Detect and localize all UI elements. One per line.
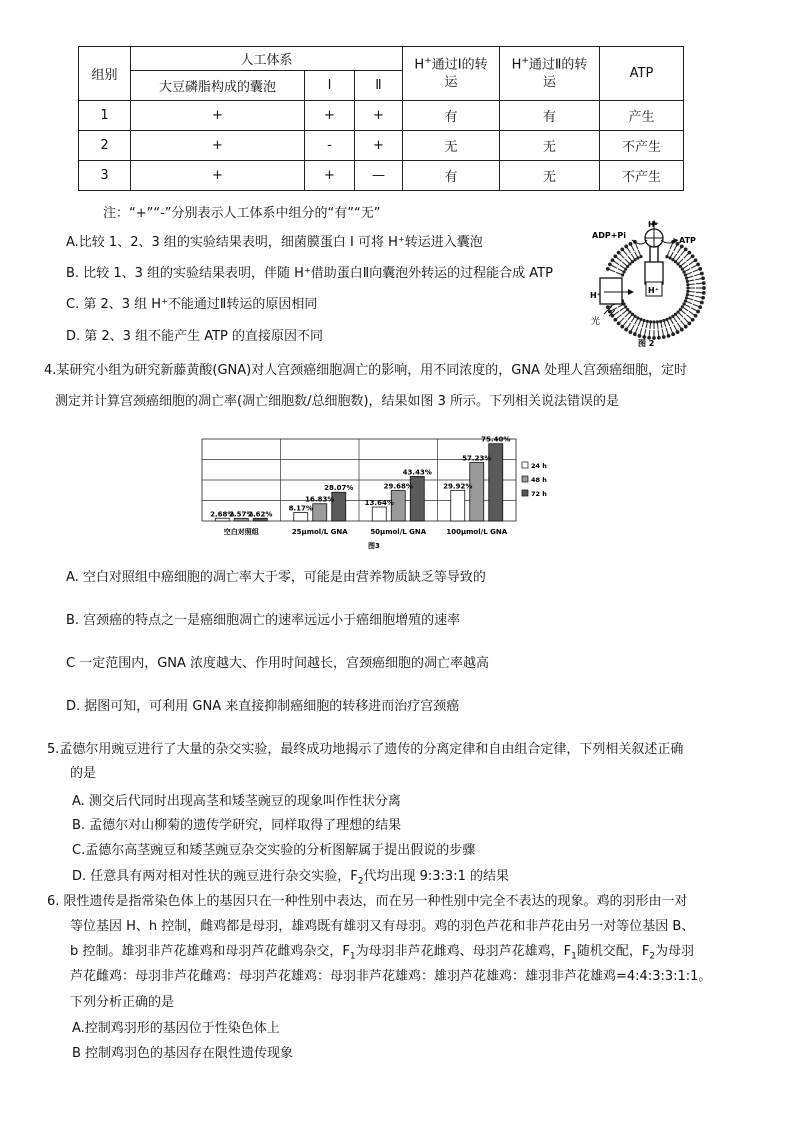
q3-option-b: B. 比较 1、3 组的实验结果表明，伴随 H⁺借助蛋白Ⅱ向囊泡外转运的过程能合成 ATP xyxy=(66,266,553,281)
lipid-head xyxy=(679,265,682,268)
lipid-head xyxy=(671,258,674,261)
q6-stem-line5: 下列分析正确的是 xyxy=(70,995,175,1010)
lipid-head xyxy=(667,334,671,338)
q4-stem-line1: 4.某研究小组为研究新藤黄酸(GNA)对人宫颈癌细胞凋亡的影响，用不同浓度的，GNA 处理人宫颈癌细胞，定时 xyxy=(44,363,688,378)
cell-group: 1 xyxy=(79,101,131,131)
lipid-head xyxy=(676,330,680,334)
data-label: 8.17% xyxy=(288,504,313,513)
lipid-head xyxy=(629,330,633,334)
lipid-head xyxy=(639,318,642,321)
bar xyxy=(451,490,465,521)
data-label: 16.83% xyxy=(305,495,335,504)
q4-option-b: B. 宫颈癌的特点之一是癌细胞凋亡的速率远远小于癌细胞增殖的速率 xyxy=(66,613,461,628)
lipid-head xyxy=(621,273,624,276)
label-h-inner: H⁺ xyxy=(648,286,659,295)
lipid-head xyxy=(631,313,634,316)
lipid-head xyxy=(626,265,629,268)
chart-category-labels xyxy=(224,527,508,536)
lipid-head xyxy=(626,308,629,311)
cell-trans-II: 有 xyxy=(500,101,600,131)
lipid-head xyxy=(691,318,695,322)
lipid-head xyxy=(665,318,668,321)
header-protein-II: Ⅱ xyxy=(355,71,403,101)
bar xyxy=(372,507,386,521)
lipid-head xyxy=(659,320,662,323)
cell-vesicle: + xyxy=(131,161,305,191)
lipid-head xyxy=(620,325,624,329)
lipid-head xyxy=(622,270,625,273)
header-atp: ATP xyxy=(600,47,684,101)
lipid-head xyxy=(617,251,621,255)
lipid-head xyxy=(633,332,637,336)
lipid-head xyxy=(700,272,704,276)
lipid-head xyxy=(694,258,698,262)
table-row xyxy=(79,131,684,161)
q4-option-c: C 一定范围内，GNA 浓度越大、作用时间越长，宫颈癌细胞的凋亡率越高 xyxy=(66,656,490,671)
lipid-head xyxy=(682,270,685,273)
lipid-head xyxy=(679,308,682,311)
q4-stem-line2: 测定并计算宫颈癌细胞的凋亡率(凋亡细胞数/总细胞数)，结果如图 3 所示。下列相关说法错误的是 xyxy=(55,394,620,409)
q6-option-a: A.控制鸡羽形的基因位于性染色体上 xyxy=(72,1021,280,1036)
cell-trans-I: 无 xyxy=(403,131,500,161)
lipid-head xyxy=(613,254,617,258)
legend-label: 24 h xyxy=(531,462,547,470)
cell-vesicle: + xyxy=(131,101,305,131)
q6-option-b: B 控制鸡羽色的基因存在限性遗传现象 xyxy=(72,1046,294,1061)
lipid-head xyxy=(685,296,688,299)
lipid-head xyxy=(702,291,706,295)
header-protein-I: I xyxy=(305,71,355,101)
lipid-head xyxy=(638,334,642,338)
bar xyxy=(253,518,267,521)
q4-option-a: A. 空白对照组中癌细胞的凋亡率大于零，可能是由营养物质缺乏等导致的 xyxy=(66,570,486,585)
legend-label: 72 h xyxy=(531,490,547,498)
figure-2-vesicle-diagram xyxy=(590,218,720,353)
lipid-head xyxy=(636,256,639,259)
lipid-head xyxy=(636,316,639,319)
lipid-head xyxy=(687,251,691,255)
label-light: 光 xyxy=(591,317,601,327)
lipid-head xyxy=(624,245,628,249)
lipid-head xyxy=(685,277,688,280)
data-label: 29.92% xyxy=(443,482,473,491)
lipid-head xyxy=(698,305,702,309)
lipid-head xyxy=(624,328,628,332)
lipid-head xyxy=(676,262,679,265)
lipid-head xyxy=(671,315,674,318)
legend-label: 48 h xyxy=(531,476,547,484)
lipid-head xyxy=(639,255,642,258)
category-label: 空白对照组 xyxy=(223,528,259,536)
lipid-head xyxy=(681,305,684,308)
cell-atp: 产生 xyxy=(600,101,684,131)
label-h-top: H⁺ xyxy=(648,220,659,229)
cell-trans-II: 无 xyxy=(500,161,600,191)
lipid-head xyxy=(694,314,698,318)
label-h-left: H⁺ xyxy=(590,291,601,300)
lipid-head xyxy=(684,325,688,329)
q3-option-a: A.比较 1、2、3 组的实验结果表明，细菌膜蛋白 I 可将 H⁺转运进入囊泡 xyxy=(66,235,483,250)
bar xyxy=(470,462,484,521)
q3-option-d: D. 第 2、3 组不能产生 ATP 的直接原因不同 xyxy=(66,329,324,344)
lipid-head xyxy=(701,296,705,300)
q5-option-a: A. 测交后代同时出现高茎和矮茎豌豆的现象叫作性状分离 xyxy=(72,794,401,809)
lipid-head xyxy=(701,276,705,280)
lipid-head xyxy=(608,263,612,267)
lipid-head xyxy=(684,273,687,276)
lipid-head xyxy=(684,299,687,302)
lipid-head xyxy=(700,301,704,305)
header-group: 组别 xyxy=(79,47,131,101)
q6-stem-line4: 芦花雌鸡：母羽非芦花雌鸡：母羽芦花雄鸡：母羽非芦花雄鸡：雄羽芦花雄鸡：雄羽非芦花雄鸡=4:4:3:3:1:1。 xyxy=(70,969,712,984)
q6-stem-line1: 6. 限性遗传是指常染色体上的基因只在一种性别中表达，而在另一种性别中完全不表达的现象。鸡的羽形由一对 xyxy=(47,894,688,909)
cell-group: 3 xyxy=(79,161,131,191)
lipid-head xyxy=(628,262,631,265)
lipid-head xyxy=(624,268,627,271)
lipid-head xyxy=(629,242,633,246)
lipid-head xyxy=(684,247,688,251)
label-adp-pi: ADP+Pi xyxy=(592,231,627,240)
experiment-table xyxy=(78,46,684,191)
lipid-head xyxy=(628,310,631,313)
lipid-head xyxy=(687,321,691,325)
lipid-head xyxy=(680,245,684,249)
lipid-head xyxy=(686,280,689,283)
protein-II xyxy=(645,262,663,284)
category-label: 50μmol/L GNA xyxy=(370,528,427,536)
cell-II: + xyxy=(355,101,403,131)
lipid-head xyxy=(702,281,706,285)
lipid-head xyxy=(606,267,610,271)
data-label: 2.57% xyxy=(229,510,254,519)
lipid-head xyxy=(622,302,625,305)
lipid-head xyxy=(686,286,689,289)
lipid-head xyxy=(643,319,646,322)
lipid-head xyxy=(686,293,689,296)
lipid-head xyxy=(634,258,637,261)
lipid-head xyxy=(646,320,649,323)
chart-grid xyxy=(202,439,516,521)
lipid-head xyxy=(611,258,615,262)
cell-vesicle: + xyxy=(131,131,305,161)
cell-I: + xyxy=(305,161,355,191)
lipid-head xyxy=(682,302,685,305)
header-vesicle: 大豆磷脂构成的囊泡 xyxy=(131,71,305,101)
lipid-head xyxy=(696,263,700,267)
table-row xyxy=(79,161,684,191)
lipid-head xyxy=(680,328,684,332)
lipid-head xyxy=(624,305,627,308)
lipid-head xyxy=(674,260,677,263)
bar xyxy=(294,513,308,521)
chart-data-labels xyxy=(210,436,510,519)
lipid-head xyxy=(691,254,695,258)
data-label: 13.64% xyxy=(364,499,394,508)
data-label: 2.68% xyxy=(210,510,235,519)
lipid-head xyxy=(674,313,677,316)
header-artificial-system: 人工体系 xyxy=(131,47,403,71)
lipid-head xyxy=(702,286,706,290)
lipid-head xyxy=(696,310,700,314)
data-label: 2.62% xyxy=(248,510,273,519)
table-row xyxy=(79,101,684,131)
lipid-head xyxy=(657,336,661,340)
lipid-head xyxy=(676,310,679,313)
q3-option-c: C. 第 2、3 组 H⁺不能通过Ⅱ转运的原因相同 xyxy=(66,297,318,312)
q5-stem-line2: 的是 xyxy=(70,766,97,781)
data-label: 75.40% xyxy=(481,435,511,444)
lipid-head xyxy=(698,267,702,271)
lipid-head xyxy=(613,318,617,322)
lipid-head xyxy=(668,256,671,259)
bar xyxy=(234,518,248,521)
lipid-head xyxy=(656,320,659,323)
data-label: 29.68% xyxy=(383,482,413,491)
cell-atp: 不产生 xyxy=(600,131,684,161)
lipid-head xyxy=(671,332,675,336)
q5-option-b: B. 孟德尔对山柳菊的遗传学研究，同样取得了理想的结果 xyxy=(72,818,402,833)
cell-atp: 不产生 xyxy=(600,161,684,191)
q5-option-c: C.孟德尔高茎豌豆和矮茎豌豆杂交实验的分析图解属于提出假说的步骤 xyxy=(72,843,476,858)
cell-trans-I: 有 xyxy=(403,101,500,131)
header-h-transport-II: H+通过Ⅱ的转 运 xyxy=(500,47,600,101)
lipid-head xyxy=(686,283,689,286)
q5-stem-line1: 5.孟德尔用豌豆进行了大量的杂交实验，最终成功地揭示了遗传的分离定律和自由组合定律，下列相关叙述正确 xyxy=(47,742,684,757)
q5-option-d: D. 任意具有两对相对性状的豌豆进行杂交实验，$F_2$代均出现 9:3:3:1 的结果 xyxy=(72,869,509,887)
legend-swatch xyxy=(522,462,528,468)
figure-3-caption: 图3 xyxy=(368,542,380,550)
header-h-transport-I: H+通过Ⅰ的转 运 xyxy=(403,47,500,101)
cell-I: - xyxy=(305,131,355,161)
lipid-head xyxy=(662,319,665,322)
category-label: 100μmol/L GNA xyxy=(446,528,508,536)
table-note: 注：“+”“-”分别表示人工体系中组分的“有”“无” xyxy=(103,206,381,221)
bar xyxy=(313,504,327,521)
q6-stem-line2: 等位基因 H、h 控制，雌鸡都是母羽，雄鸡既有雄羽又有母羽。鸡的羽色芦花和非芦花由另一对等位基因 B、 xyxy=(70,919,695,934)
figure-2-caption: 图 2 xyxy=(638,339,655,348)
cell-group: 2 xyxy=(79,131,131,161)
lipid-head xyxy=(620,247,624,251)
lipid-head xyxy=(608,310,612,314)
lipid-head xyxy=(662,335,666,339)
q6-stem-line3: b 控制。雄羽非芦花雄鸡和母羽芦花雌鸡杂交，$F_1$为母羽非芦花雌鸡、母羽芦花雄鸡，$F_1$随机交配，$F_2$为母羽 xyxy=(70,944,695,962)
protein-I xyxy=(600,278,622,304)
figure-3-bar-chart xyxy=(198,426,547,550)
label-atp: ATP xyxy=(679,236,696,245)
legend-swatch xyxy=(522,490,528,496)
lipid-head xyxy=(652,320,655,323)
data-label: 28.07% xyxy=(324,484,354,493)
cell-II: + xyxy=(355,131,403,161)
data-label: 57.23% xyxy=(462,454,492,463)
q4-option-d: D. 据图可知，可利用 GNA 来直接抑制癌细胞的转移进而治疗宫颈癌 xyxy=(66,699,460,714)
chart-legend xyxy=(522,462,547,498)
lipid-head xyxy=(649,320,652,323)
data-label: 43.43% xyxy=(402,468,432,477)
lipid-head xyxy=(617,321,621,325)
lipid-head xyxy=(681,268,684,271)
lipid-head xyxy=(634,315,637,318)
lipid-head xyxy=(631,260,634,263)
legend-swatch xyxy=(522,476,528,482)
bar xyxy=(215,518,229,521)
cell-II: — xyxy=(355,161,403,191)
cell-trans-I: 有 xyxy=(403,161,500,191)
lipid-head xyxy=(668,316,671,319)
cell-I: + xyxy=(305,101,355,131)
lipid-head xyxy=(686,290,689,293)
cell-trans-II: 无 xyxy=(500,131,600,161)
category-label: 25μmol/L GNA xyxy=(291,528,348,536)
lipid-head xyxy=(665,255,668,258)
